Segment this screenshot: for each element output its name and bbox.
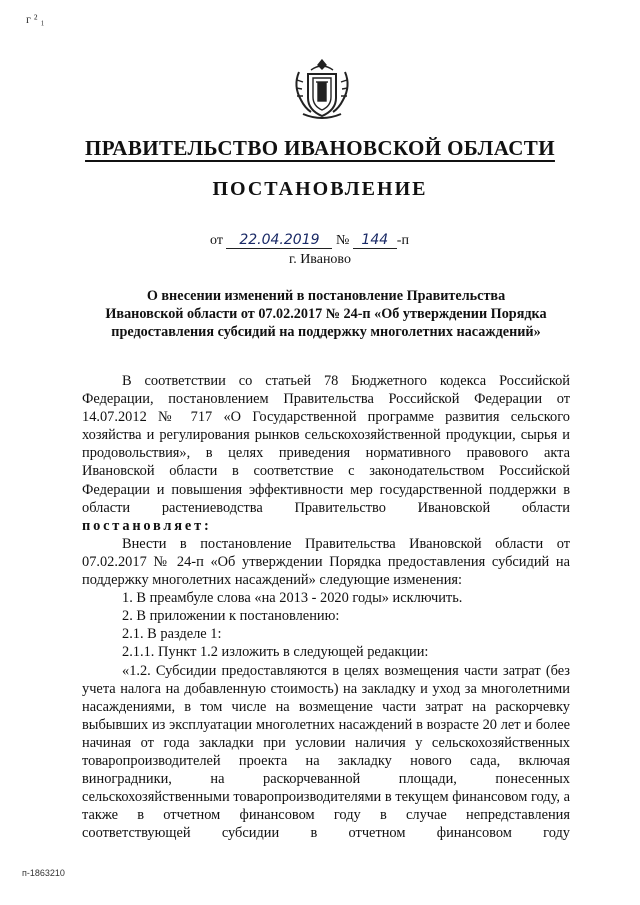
government-title: ПРАВИТЕЛЬСТВО ИВАНОВСКОЙ ОБЛАСТИ <box>85 136 555 160</box>
item-2-1-1: 2.1.1. Пункт 1.2 изложить в следующей редакции: <box>122 644 429 661</box>
heading-line-3: предоставления субсидий на поддержку многолетних насаждений» <box>111 324 541 340</box>
document-body <box>82 372 570 842</box>
item-1: 1. В преамбуле слова «на 2013 - 2020 годы» исключить. <box>122 590 463 607</box>
quoted-clause: «1.2. Субсидии предоставляются в целях возмещения части затрат (без учета налога на добавленную стоимость) на закладку и уход за многолетними насаждениями, в том числе на возмещение части затрат на раскорчевку выбывших из эксплуатации многолетних насаждений в возрасте 20 лет и более начиная от года закладки при условии наличия у сельскохозяйственных товаропроизводителей проекта на закладку нового сада, включая виноградники, на раскорчеванной площади, понесенных сельскохозяйственными товаропроизводителями в текущем финансовом году, а также в отчетном финансовом году в случае непредставления соответствующей субсидии в отчетном финансовом году <box>82 662 570 842</box>
heading-line-1: О внесении изменений в постановление Правительства <box>146 288 506 304</box>
decree-word: постановляет: <box>82 517 212 534</box>
scan-marks: г ² ₁ <box>26 12 45 26</box>
handwritten-number: 144 <box>353 232 397 249</box>
number-sign: № <box>335 233 350 248</box>
date-number-line <box>210 232 409 249</box>
item-2-1: 2.1. В разделе 1: <box>122 626 222 643</box>
ivanovo-coat-of-arms-icon <box>289 56 355 122</box>
document-type: ПОСТАНОВЛЕНИЕ <box>212 178 428 200</box>
handwritten-date: 22.04.2019 <box>226 232 332 249</box>
resolution-heading <box>84 287 568 341</box>
preamble-paragraph: В соответствии со статьей 78 Бюджетного кодекса Российской Федерации, постановлением Правительства Российской Федерации от 14.07.2012 № 717 «О Государственной программе развития сельского хозяйства и регулирования рынков сельскохозяйственной продукции, сырья и продовольствия», в целях приведения нормативного правового акта Ивановской области в соответствие с законодательством Российской Федерации и повышения эффективности мер государственной поддержки в области растениеводства Правительство Ивановской области <box>82 373 570 516</box>
heading-line-2: Ивановской области от 07.02.2017 № 24-п «Об утверждении Порядка <box>105 306 547 322</box>
number-suffix: -п <box>396 233 409 248</box>
decree-word-paragraph <box>82 517 570 535</box>
item-intro-paragraph: Внести в постановление Правительства Ивановской области от 07.02.2017 № 24-п «Об утверждении Порядка предоставления субсидий на поддержку многолетних насаждений» следующие изменения: <box>82 535 570 589</box>
city: г. Иваново <box>289 252 351 267</box>
document-code: п-1863210 <box>22 868 65 878</box>
item-2: 2. В приложении к постановлению: <box>122 608 340 625</box>
date-prefix: от <box>210 233 223 248</box>
